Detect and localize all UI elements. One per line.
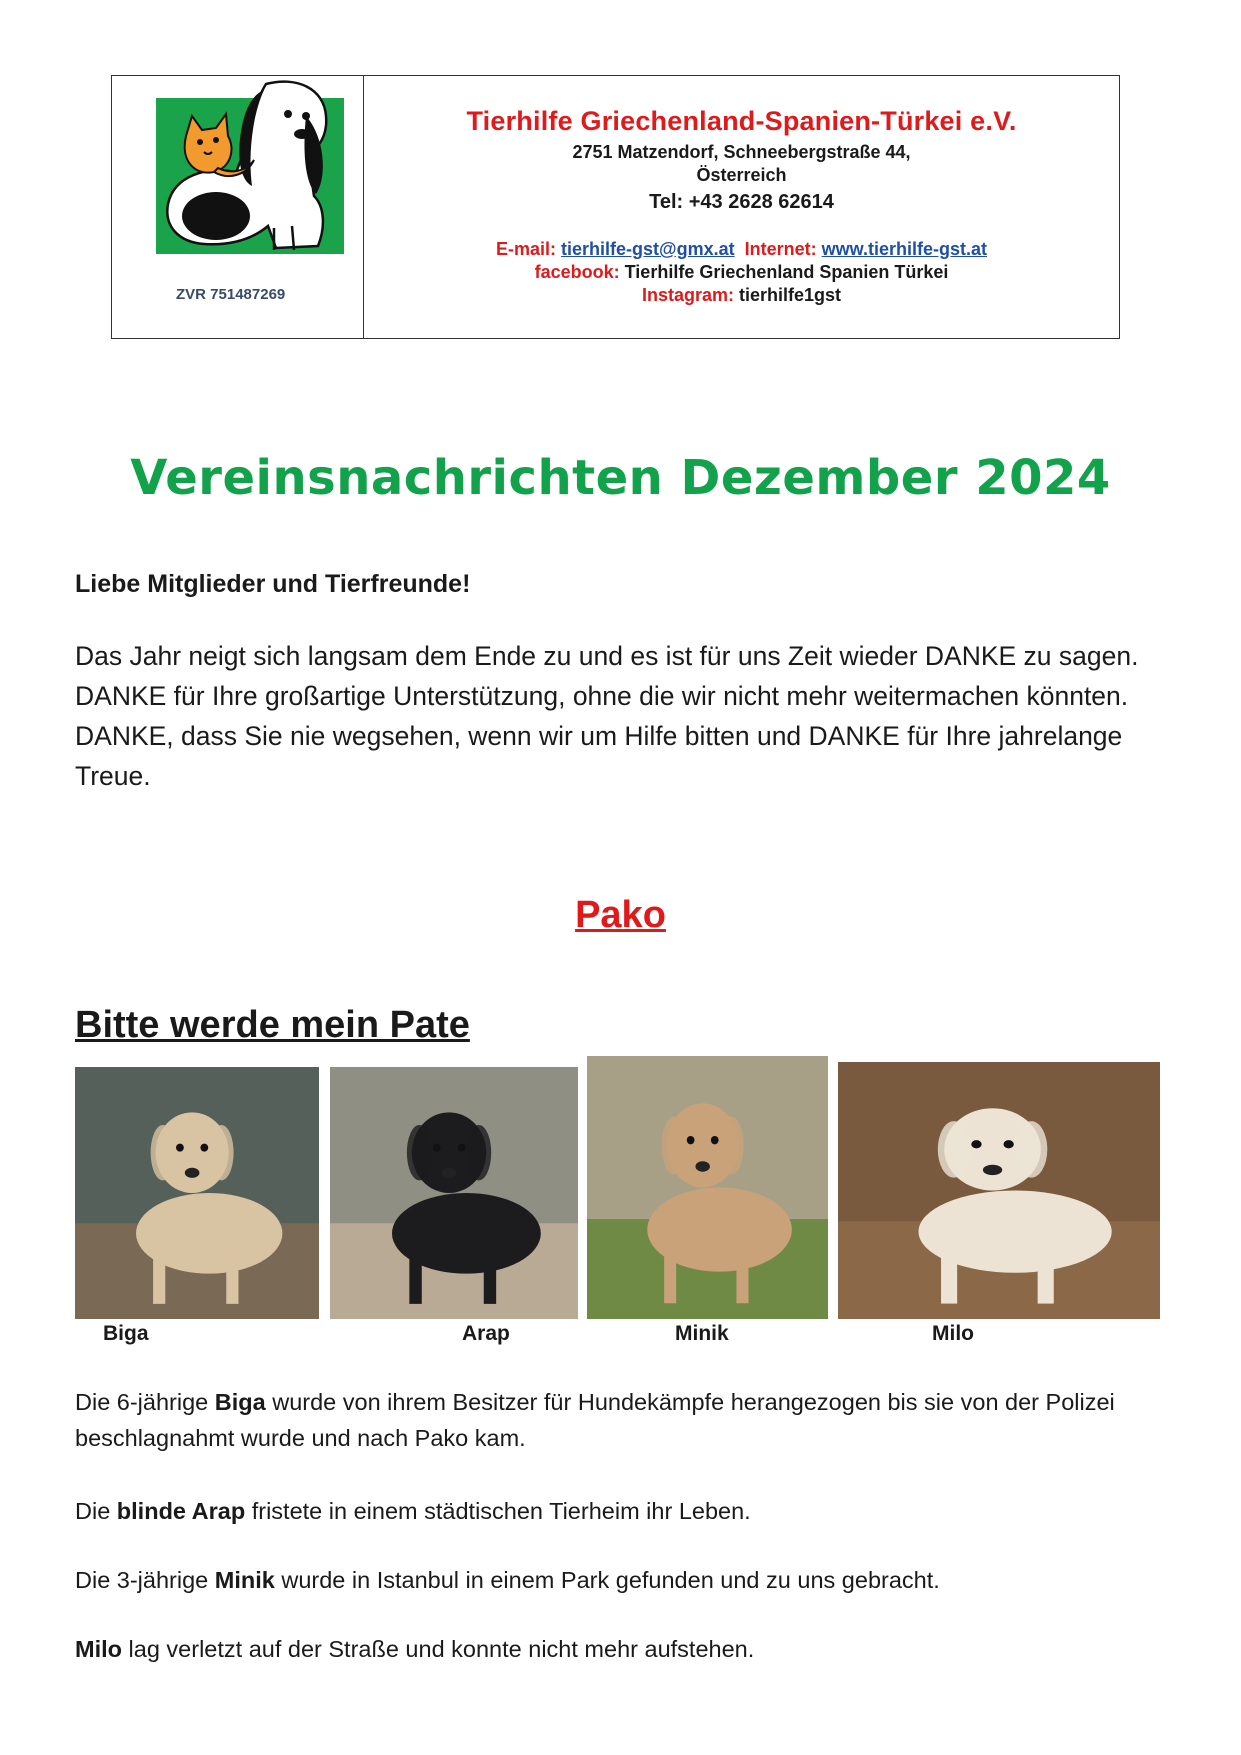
dog-photo-milo bbox=[838, 1062, 1160, 1319]
paragraph-text: wurde von ihrem Besitzer für Hundekämpfe herangezogen bis sie von der Polizei beschlagnahmt wurde und nach Pako kam. bbox=[75, 1389, 1115, 1451]
paragraph-text: Die bbox=[75, 1498, 117, 1524]
organization-name: Tierhilfe Griechenland-Spanien-Türkei e.V. bbox=[466, 106, 1017, 136]
caption-arap: Arap bbox=[462, 1322, 510, 1345]
email-internet-line bbox=[364, 238, 1119, 261]
dog-name-bold: Biga bbox=[214, 1389, 266, 1415]
caption-milo: Milo bbox=[932, 1322, 974, 1345]
facebook-line bbox=[364, 261, 1119, 284]
address-line-1: 2751 Matzendorf, Schneebergstraße 44, bbox=[572, 142, 911, 162]
logo-cell bbox=[112, 76, 364, 338]
paragraph-biga bbox=[75, 1384, 1175, 1456]
paragraph-text: wurde in Istanbul in einem Park gefunden und zu uns gebracht. bbox=[274, 1567, 940, 1593]
paragraph-text: fristete in einem städtischen Tierheim ihr Leben. bbox=[245, 1498, 751, 1524]
telephone: Tel: +43 2628 62614 bbox=[649, 191, 834, 213]
address-line-2: Österreich bbox=[696, 165, 787, 185]
email-link[interactable]: tierhilfe-gst@gmx.at bbox=[561, 239, 735, 259]
paragraph-arap bbox=[75, 1493, 1175, 1529]
organization-info bbox=[364, 76, 1119, 338]
sponsorship-heading: Bitte werde mein Pate bbox=[75, 1004, 470, 1046]
dog-photo-image bbox=[330, 1067, 578, 1319]
paragraph-text: Die 3-jährige bbox=[75, 1567, 215, 1593]
paragraph-milo bbox=[75, 1631, 1175, 1667]
letterhead bbox=[111, 75, 1120, 339]
greeting: Liebe Mitglieder und Tierfreunde! bbox=[75, 570, 471, 598]
dog-photo-minik bbox=[587, 1056, 828, 1319]
caption-minik: Minik bbox=[675, 1322, 729, 1345]
paragraph-text: Die 6-jährige bbox=[75, 1389, 215, 1415]
dog-name-bold: Milo bbox=[75, 1636, 122, 1662]
facebook-label: facebook: bbox=[534, 262, 620, 282]
intro-paragraph: Das Jahr neigt sich langsam dem Ende zu und es ist für uns Zeit wieder DANKE zu sagen. DANKE für Ihre großartige Unterstützung, ohne die wir nicht mehr weitermachen könnten. DANKE, dass Sie nie wegsehen, wenn wir um Hilfe bitten und DANKE für Ihre jahrelange Treue. bbox=[75, 641, 1139, 791]
instagram-line bbox=[364, 284, 1119, 307]
zvr-number: ZVR 751487269 bbox=[176, 286, 286, 303]
paragraph-minik bbox=[75, 1562, 1175, 1598]
dog-photo-biga bbox=[75, 1067, 319, 1319]
facebook-value: Tierhilfe Griechenland Spanien Türkei bbox=[624, 262, 949, 282]
dog-photo-arap bbox=[330, 1067, 578, 1319]
dog-photo-image bbox=[838, 1062, 1160, 1319]
dog-photo-image bbox=[75, 1067, 319, 1319]
dog-name-bold: Minik bbox=[214, 1567, 275, 1593]
paragraph-text: lag verletzt auf der Straße und konnte nicht mehr aufstehen. bbox=[122, 1636, 755, 1662]
internet-label: Internet: bbox=[744, 239, 817, 259]
instagram-value: tierhilfe1gst bbox=[739, 285, 842, 305]
organization-logo bbox=[156, 76, 346, 260]
caption-biga: Biga bbox=[103, 1322, 149, 1345]
website-link[interactable]: www.tierhilfe-gst.at bbox=[821, 239, 987, 259]
dog-photo-image bbox=[587, 1056, 828, 1319]
dog-name-bold: blinde Arap bbox=[116, 1498, 246, 1524]
instagram-label: Instagram: bbox=[641, 285, 734, 305]
email-label: E-mail: bbox=[496, 239, 557, 259]
page-title: Vereinsnachrichten Dezember 2024 bbox=[130, 450, 1111, 506]
section-heading-pako: Pako bbox=[575, 894, 666, 936]
